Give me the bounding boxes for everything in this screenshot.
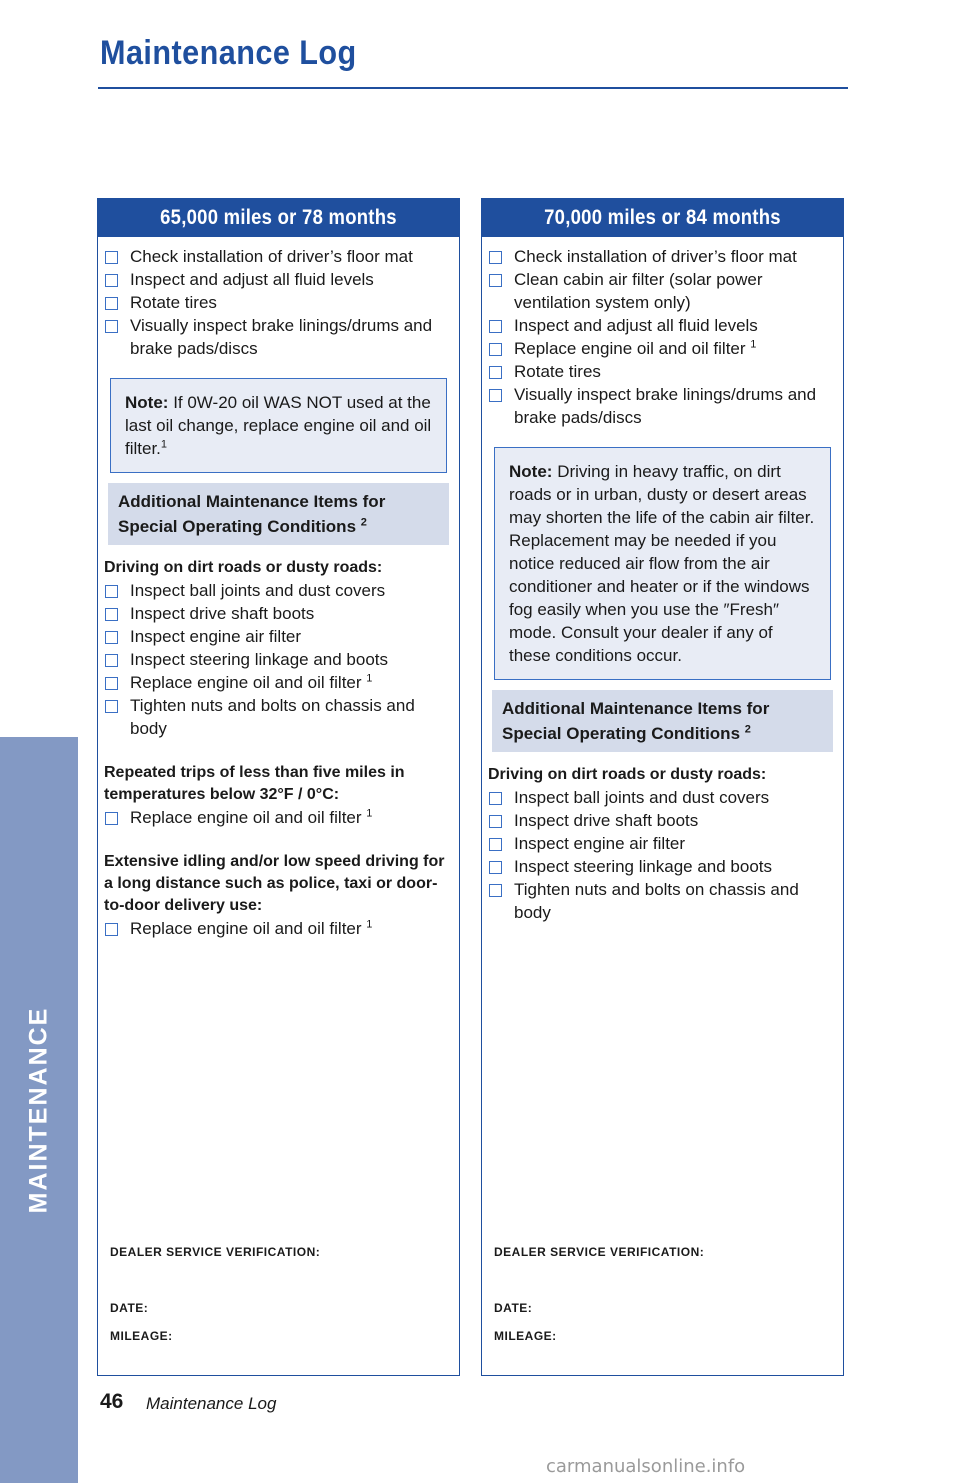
checklist-item — [104, 625, 453, 648]
service-interval-70000 — [481, 198, 844, 1376]
checklist-item — [488, 360, 837, 383]
checklist-item — [104, 245, 453, 268]
dealer-verification-label: DEALER SERVICE VERIFICATION: — [494, 1245, 705, 1259]
checklist-item — [488, 383, 837, 429]
checkbox[interactable] — [105, 274, 118, 287]
page-title: Maintenance Log — [100, 34, 357, 72]
checkbox[interactable] — [105, 923, 118, 936]
special-conditions-title: Additional Maintenance Items for Special Operating Conditions — [118, 492, 386, 536]
note-box — [494, 447, 831, 680]
checklist-item — [104, 291, 453, 314]
checklist-item-text: Tighten nuts and bolts on chassis and body — [514, 880, 799, 922]
condition-heading: Repeated trips of less than five miles in temperatures below 32°F / 0°C: — [104, 764, 405, 803]
checklist-item-text: Rotate tires — [130, 293, 217, 312]
checklist-item-text: Inspect ball joints and dust covers — [130, 581, 386, 600]
checklist-item — [104, 268, 453, 291]
checklist-item-text: Visually inspect brake linings/drums and brake pads/discs — [514, 385, 817, 427]
checklist-item-text: Inspect and adjust all fluid levels — [514, 316, 758, 335]
checklist-item — [488, 314, 837, 337]
checkbox[interactable] — [105, 700, 118, 713]
checkbox[interactable] — [105, 812, 118, 825]
checklist-item — [488, 268, 837, 314]
note-text: Driving in heavy traffic, on dirt roads or in urban, dusty or desert areas may shorten the life of the cabin air filter. Replacement may be needed if you notice reduced air flow from the air conditioner and heater or if the windows fog easily when you use the ″Fresh″ mode. Consult your dealer if any of these conditions occur. — [509, 462, 815, 665]
interval-header-text: 65,000 miles or 78 months — [160, 206, 397, 229]
footnote-ref: 1 — [366, 807, 373, 820]
checkbox[interactable] — [489, 274, 502, 287]
checkbox[interactable] — [105, 320, 118, 333]
footnote-ref: 1 — [750, 338, 757, 351]
checklist-item — [488, 855, 837, 878]
checklist-item — [488, 878, 837, 924]
title-divider — [98, 87, 848, 89]
condition-heading: Driving on dirt roads or dusty roads: — [488, 766, 767, 783]
checklist-item — [104, 314, 453, 360]
checklist-item — [488, 245, 837, 268]
checklist-item-text: Inspect engine air filter — [130, 627, 302, 646]
checklist-item-text: Replace engine oil and oil filter — [130, 808, 362, 827]
checklist-item-text: Replace engine oil and oil filter — [130, 673, 362, 692]
checkbox[interactable] — [105, 585, 118, 598]
checklist-item-text: Inspect and adjust all fluid levels — [130, 270, 374, 289]
checklist-item-text: Check installation of driver’s floor mat — [514, 247, 797, 266]
interval-header — [98, 199, 459, 237]
note-text: If 0W-20 oil WAS NOT used at the last oil change, replace engine oil and oil filter. — [125, 393, 432, 458]
checkbox[interactable] — [105, 297, 118, 310]
footnote-ref: 1 — [366, 918, 373, 931]
checkbox[interactable] — [489, 343, 502, 356]
interval-header — [482, 199, 843, 237]
checkbox[interactable] — [489, 366, 502, 379]
condition-heading: Extensive idling and/or low speed driving for a long distance such as police, taxi or door-to-door delivery use: — [104, 853, 445, 914]
checkbox[interactable] — [105, 251, 118, 264]
checklist-item — [104, 806, 453, 829]
checklist-item — [104, 917, 453, 940]
service-interval-65000 — [97, 198, 460, 1376]
dealer-verification-label: DEALER SERVICE VERIFICATION: — [110, 1245, 321, 1259]
note-box — [110, 378, 447, 473]
checkbox[interactable] — [489, 389, 502, 402]
checklist-item-text: Replace engine oil and oil filter — [130, 919, 362, 938]
checkbox[interactable] — [489, 320, 502, 333]
footnote-ref: 1 — [160, 438, 168, 451]
special-conditions-heading — [108, 483, 449, 545]
mileage-label: MILEAGE: — [110, 1329, 173, 1343]
checklist-item — [488, 786, 837, 809]
checkbox[interactable] — [489, 884, 502, 897]
checklist-item-text: Tighten nuts and bolts on chassis and body — [130, 696, 415, 738]
footer-section-title: Maintenance Log — [146, 1394, 277, 1413]
footnote-ref: 2 — [744, 723, 751, 736]
mileage-label: MILEAGE: — [494, 1329, 557, 1343]
checklist-item-text: Inspect steering linkage and boots — [130, 650, 389, 669]
checkbox[interactable] — [489, 792, 502, 805]
checkbox[interactable] — [489, 861, 502, 874]
checklist-item-text: Inspect ball joints and dust covers — [514, 788, 770, 807]
footnote-ref: 2 — [360, 516, 367, 529]
checklist-item-text: Inspect steering linkage and boots — [514, 857, 773, 876]
interval-header-text: 70,000 miles or 84 months — [544, 206, 781, 229]
checklist-item-text: Clean cabin air filter (solar power ventilation system only) — [514, 270, 763, 312]
watermark: carmanualsonline.info — [546, 1456, 746, 1477]
footnote-ref: 1 — [366, 672, 373, 685]
checkbox[interactable] — [489, 815, 502, 828]
page-number: 46 — [100, 1390, 124, 1413]
checklist-item-text: Inspect engine air filter — [514, 834, 686, 853]
date-label: DATE: — [110, 1301, 149, 1315]
checkbox[interactable] — [489, 251, 502, 264]
checklist-item — [104, 694, 453, 740]
checklist-item-text: Replace engine oil and oil filter — [514, 339, 746, 358]
special-conditions-title: Additional Maintenance Items for Special Operating Conditions — [502, 699, 770, 743]
checklist-item-text: Inspect drive shaft boots — [130, 604, 315, 623]
checkbox[interactable] — [489, 838, 502, 851]
note-label: Note: — [125, 393, 169, 412]
checkbox[interactable] — [105, 654, 118, 667]
checklist-item — [104, 579, 453, 602]
checkbox[interactable] — [105, 677, 118, 690]
checklist-item-text: Rotate tires — [514, 362, 601, 381]
checkbox[interactable] — [105, 608, 118, 621]
checklist-item — [488, 337, 837, 360]
sidebar-label: MAINTENANCE — [24, 1006, 53, 1214]
checkbox[interactable] — [105, 631, 118, 644]
special-conditions-heading — [492, 690, 833, 752]
checklist-item-text: Visually inspect brake linings/drums and brake pads/discs — [130, 316, 433, 358]
date-label: DATE: — [494, 1301, 533, 1315]
checklist-item-text: Check installation of driver’s floor mat — [130, 247, 413, 266]
checklist-item — [104, 602, 453, 625]
condition-heading: Driving on dirt roads or dusty roads: — [104, 559, 383, 576]
checklist-item — [488, 809, 837, 832]
checklist-item — [104, 648, 453, 671]
checklist-item — [104, 671, 453, 694]
checklist-item — [488, 832, 837, 855]
note-label: Note: — [509, 462, 553, 481]
checklist-item-text: Inspect drive shaft boots — [514, 811, 699, 830]
